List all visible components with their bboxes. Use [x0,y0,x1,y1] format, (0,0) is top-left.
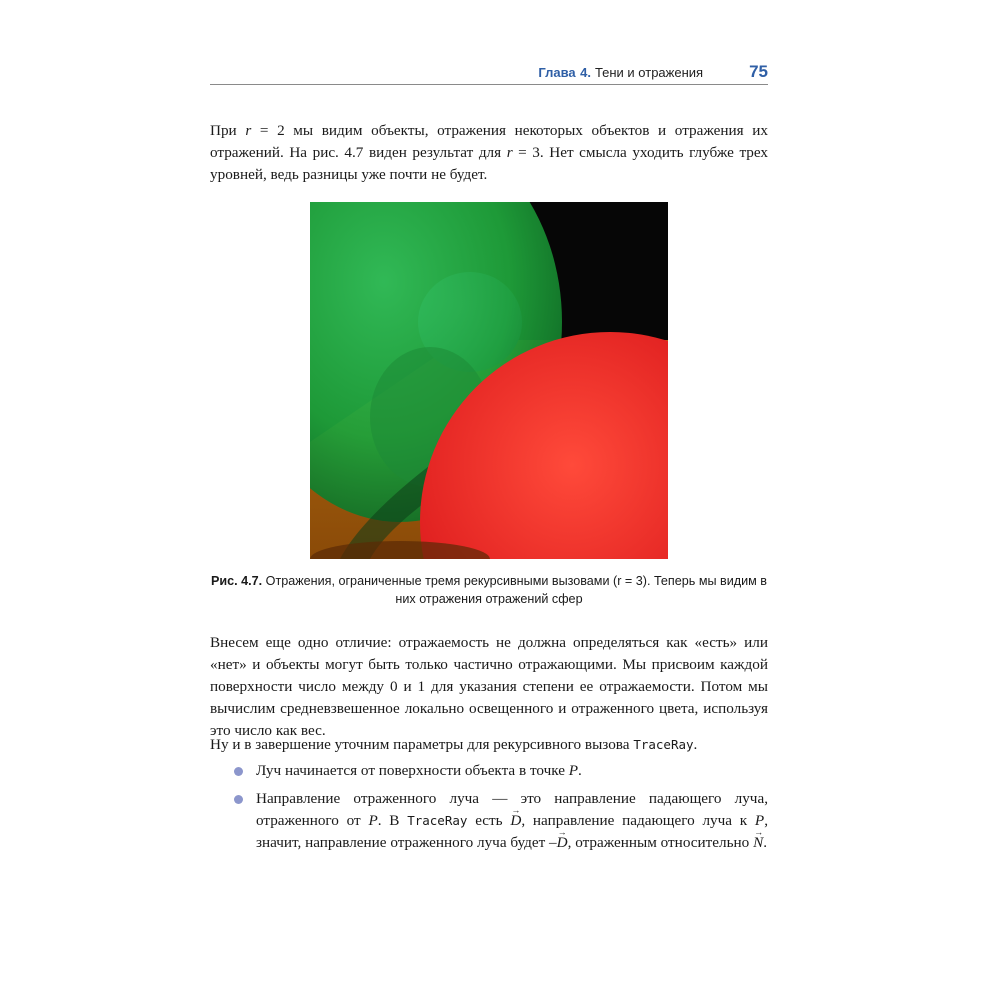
intro-paragraph: При r = 2 мы видим объекты, отражения некоторых объектов и отражения их отражений. На рис. 4.7 виден результат для r = 3. Нет смысла уходить глубже трех уровней, ведь разницы уже почти не будет. [210,122,768,183]
running-header [210,60,768,85]
bullet-list [230,760,768,860]
chapter-number: 4. [580,64,591,80]
list-item: Луч начинается от поверхности объекта в точке P. [230,760,768,782]
bullet-icon [234,795,243,804]
bullet-icon [234,767,243,776]
caption-text: Отражения, ограниченные тремя рекурсивными вызовами (r = 3). Теперь мы видим в них отражения отражений сфер [262,574,767,606]
chapter-title: Тени и отражения [594,64,704,80]
chapter-label: Глава [538,64,576,80]
figure-caption [210,572,768,608]
vector-d: → D [510,810,521,832]
list-item: Направление отраженного луча — это направление падающего луча, отраженного от P. В TraceRay есть → D, направление падающего луча к P, значит, направление отраженного луча будет –→ D, отраженным относительно → N. [230,788,768,854]
vector-d-negated: → D [557,832,568,854]
rendered-scene [310,202,668,559]
vector-n: → N [753,832,763,854]
page-number: 75 [749,62,768,81]
body-paragraph-2: Ну и в завершение уточним параметры для рекурсивного вызова TraceRay. [210,736,698,753]
caption-label: Рис. 4.7. [211,574,263,588]
body-paragraph-1: Внесем еще одно отличие: отражаемость не должна определяться как «есть» или «нет» и объекты могут быть только частично отражающими. Мы присвоим каждой поверхности число между 0 и 1 для указания степени ее отражаемости. Потом мы вычислим средневзвешенное локально освещенного и отраженного цвета, используя это число как вес. [210,634,768,739]
raytrace-figure-image [310,202,668,559]
